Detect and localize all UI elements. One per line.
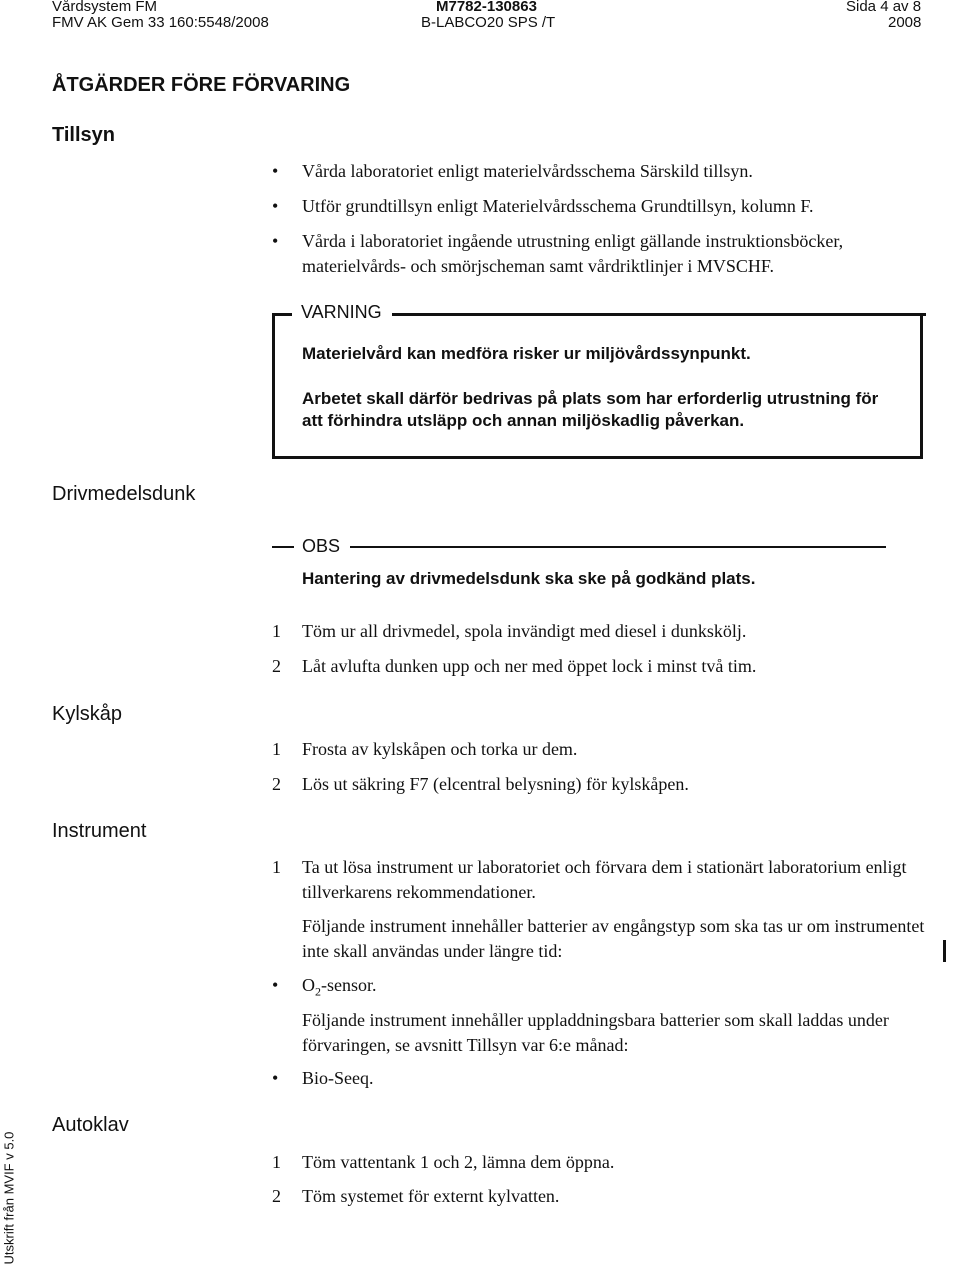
bullet-icon: • <box>272 1068 279 1088</box>
section-heading-instrument: Instrument <box>52 820 147 842</box>
step-number: 2 <box>272 774 281 794</box>
step-text: Frosta av kylskåpen och torka ur dem. <box>302 739 578 759</box>
step-text: Töm vattentank 1 och 2, lämna dem öppna. <box>302 1152 615 1172</box>
bullet-text <box>302 973 932 1005</box>
bullet-text: Vårda i laboratoriet ingående utrustning enligt gällande instruktionsböcker, materielvårds- och smörjscheman samt vårdriktlinjer i MVSCHF. <box>302 231 844 276</box>
bullet-text: Utför grundtillsyn enligt Materielvårdsschema Grundtillsyn, kolumn F. <box>302 196 814 216</box>
note-text: Hantering av drivmedelsdunk ska ske på godkänd plats. <box>302 569 756 588</box>
bullet-text: Bio-Seeq. <box>302 1068 374 1088</box>
section-heading-autoklav: Autoklav <box>52 1114 129 1136</box>
formula-rest: -sensor. <box>321 975 377 995</box>
paragraph-rechargeable-batteries: Följande instrument innehåller uppladdningsbara batterier som skall laddas under förvaringen, se avsnitt Tillsyn var 6:e månad: <box>302 1010 889 1055</box>
warning-label: VARNING <box>301 302 382 322</box>
bullet-icon: • <box>272 196 279 216</box>
list-item <box>272 229 932 281</box>
step-number: 1 <box>272 857 281 877</box>
bullet-icon: • <box>272 161 279 181</box>
section-heading-drivmedelsdunk: Drivmedelsdunk <box>52 483 196 505</box>
header-document-number: M7782-130863 <box>436 0 537 15</box>
step-number: 2 <box>272 656 281 676</box>
header-page-number: Sida 4 av 8 <box>846 0 922 15</box>
header-system: Vårdsystem FM <box>52 0 158 15</box>
bullet-icon: • <box>272 975 279 995</box>
header-year: 2008 <box>888 14 922 31</box>
formula-o: O <box>302 975 315 995</box>
warning-box-border <box>392 313 926 316</box>
step-number: 1 <box>272 1152 281 1172</box>
revision-bar <box>943 940 946 962</box>
step-text: Lös ut säkring F7 (elcentral belysning) för kylskåpen. <box>302 774 689 794</box>
list-item <box>272 855 932 907</box>
warning-box <box>272 313 923 459</box>
page-title: ÅTGÄRDER FÖRE FÖRVARING <box>52 74 351 96</box>
bullet-icon: • <box>272 231 279 251</box>
section-heading-kylskap: Kylskåp <box>52 703 123 725</box>
section-heading-tillsyn: Tillsyn <box>52 124 115 146</box>
print-footer-text: Utskrift från MVIF v 5.0 <box>1 1131 17 1265</box>
note-rule <box>350 546 886 548</box>
step-text: Ta ut lösa instrument ur laboratoriet och förvara dem i stationärt laboratorium enligt tillverkarens rekommendationer. <box>302 857 907 902</box>
warning-box-border <box>272 313 292 316</box>
step-number: 1 <box>272 621 281 641</box>
formula-subscript: 2 <box>315 984 321 999</box>
step-number: 2 <box>272 1186 281 1206</box>
step-text: Töm systemet för externt kylvatten. <box>302 1186 560 1206</box>
paragraph-disposable-batteries: Följande instrument innehåller batterier av engångstyp som ska tas ur om instrumentet inte skall användas under längre tid: <box>302 916 925 961</box>
step-text: Töm ur all drivmedel, spola invändigt med diesel i dunkskölj. <box>302 621 747 641</box>
header-document-code: B-LABCO20 SPS /T <box>421 14 556 31</box>
page-header <box>0 0 960 40</box>
warning-text-1: Materielvård kan medföra risker ur miljövårdssynpunkt. <box>302 344 751 363</box>
warning-text-2: Arbetet skall därför bedrivas på plats som har erforderlig utrustning för att förhindra utsläpp och annan miljöskadlig påverkan. <box>302 389 879 430</box>
print-footer <box>0 1130 16 1270</box>
bullet-text: Vårda laboratoriet enligt materielvårdsschema Särskild tillsyn. <box>302 161 753 181</box>
header-reference: FMV AK Gem 33 160:5548/2008 <box>52 14 269 31</box>
step-number: 1 <box>272 739 281 759</box>
step-text: Låt avlufta dunken upp och ner med öppet lock i minst två tim. <box>302 656 757 676</box>
note-rule <box>272 546 294 548</box>
note-label: OBS <box>302 536 341 556</box>
